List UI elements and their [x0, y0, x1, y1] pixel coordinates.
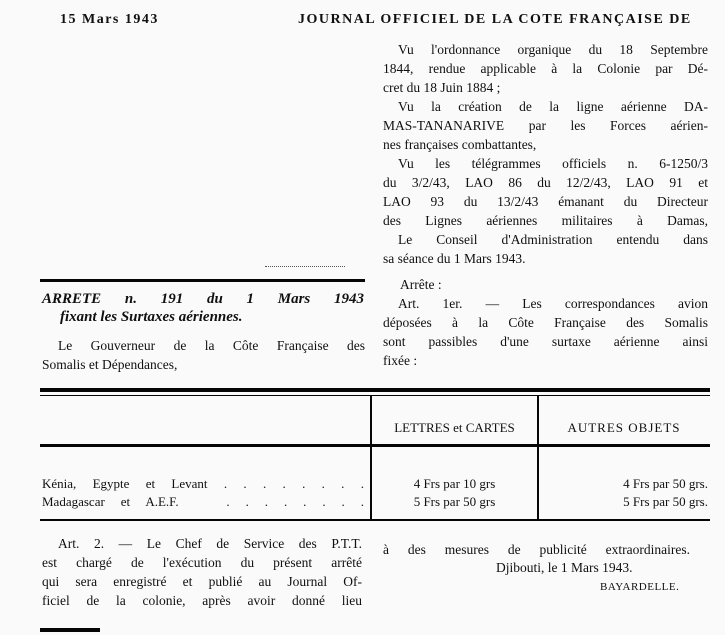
- table-row-dest: Madagascar et A.E.F. . . . . . . . .: [42, 494, 364, 509]
- table-cell-autres: 5 Frs par 50 grs.: [623, 494, 708, 509]
- article-2-line: est chargé de l'exécution du présent arrêté: [42, 555, 362, 570]
- table-cell-autres: 4 Frs par 50 grs.: [623, 476, 708, 491]
- section-rule: [40, 279, 365, 282]
- table-top-rule: [40, 388, 710, 392]
- table-cell-lettres: 4 Frs par 10 grs: [413, 476, 496, 491]
- right-column-line: Vu la création de la ligne aérienne DA-: [398, 99, 708, 114]
- right-column-line: fixée :: [383, 353, 418, 368]
- header-date: 15 Mars 1943: [60, 12, 159, 27]
- table-cell-lettres: 5 Frs par 50 grs: [413, 494, 496, 509]
- right-column-line: des Lignes aériennes militaires à Damas,: [383, 213, 708, 228]
- signature: BAYARDELLE.: [600, 581, 680, 593]
- right-column-line: Le Conseil d'Administration entendu dans: [398, 232, 708, 247]
- arrete-subtitle: fixant les Surtaxes aériennes.: [60, 309, 243, 325]
- place-date: Djibouti, le 1 Mars 1943.: [496, 560, 633, 575]
- table-header-lettres: LETTRES et CARTES: [394, 420, 515, 435]
- right-column-line: cret du 18 Juin 1884 ;: [383, 80, 501, 95]
- arrete-body-line: Somalis et Dépendances,: [42, 357, 178, 372]
- article-2-line: ficiel de la colonie, après avoir donné lieu: [42, 593, 362, 608]
- right-column-line: Vu les télégrammes officiels n. 6-1250/3: [398, 156, 708, 171]
- table-header-autres: AUTRES OBJETS: [567, 420, 681, 435]
- right-column-line: LAO 93 du 13/2/43 émanant du Directeur: [383, 194, 708, 209]
- arrete-body-line: Le Gouverneur de la Côte Française des: [58, 338, 365, 353]
- right-column-line: sa séance du 1 Mars 1943.: [383, 251, 526, 266]
- right-column-line: nes françaises combattantes,: [383, 137, 537, 152]
- table-header-rule: [40, 444, 710, 447]
- article-2-line: qui sera enregistré et publié au Journal Of-: [42, 574, 362, 589]
- closing-line: à des mesures de publicité extraordinaires.: [383, 542, 690, 557]
- table-row-dest: Kénia, Egypte et Levant . . . . . . . .: [42, 476, 364, 491]
- right-column-line: sont passibles d'une surtaxe aérienne ainsi: [383, 334, 708, 349]
- right-column-line: MAS-TANANARIVE par les Forces aérien-: [383, 118, 708, 133]
- right-column-line: déposées à la Côte Française des Somalis: [383, 315, 708, 330]
- right-column-line: du 3/2/43, LAO 86 du 12/2/43, LAO 91 et: [383, 175, 708, 190]
- article-2-line: Art. 2. — Le Chef de Service des P.T.T.: [58, 536, 362, 551]
- table-top-rule-thin: [40, 395, 710, 396]
- dotted-divider: [265, 266, 345, 267]
- right-column-line: Arrête :: [400, 277, 442, 292]
- header-journal-title: JOURNAL OFFICIEL DE LA COTE FRANÇAISE DE: [298, 12, 692, 27]
- right-column-line: Art. 1er. — Les correspondances avion: [398, 296, 708, 311]
- arrete-title: ARRETE n. 191 du 1 Mars 1943: [42, 291, 364, 307]
- table-bottom-rule: [40, 519, 710, 521]
- bottom-rule-fragment: [40, 628, 100, 632]
- right-column-line: Vu l'ordonnance organique du 18 Septembre: [398, 42, 708, 57]
- right-column-line: 1844, rendue applicable à la Colonie par Dé-: [383, 61, 708, 76]
- table-column-divider: [537, 396, 539, 520]
